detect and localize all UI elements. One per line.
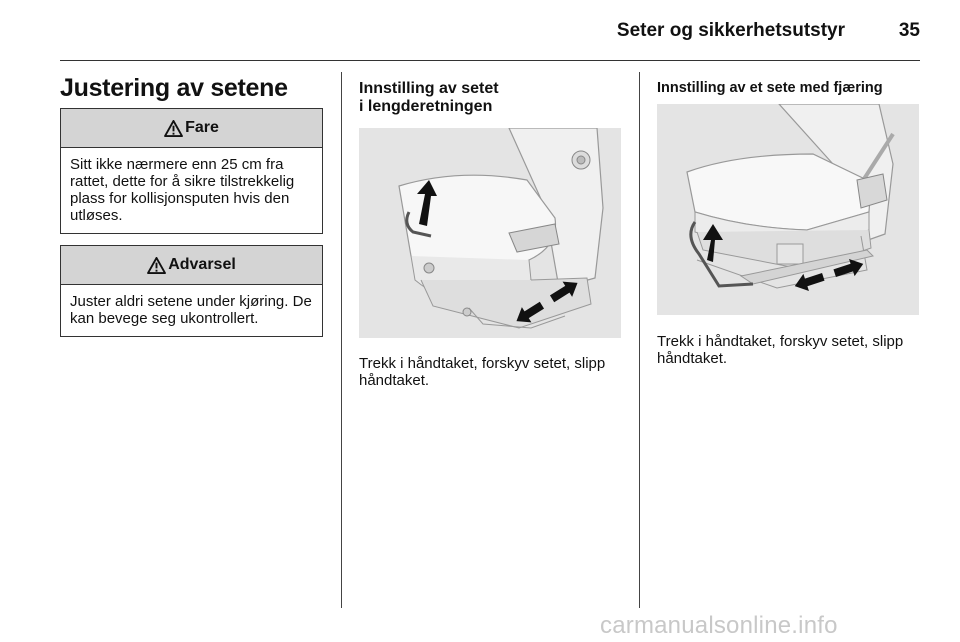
column3-caption: Trekk i håndtaket, forskyv setet, slipp håndtaket.: [657, 333, 904, 367]
watermark-text: carmanualsonline.info: [600, 612, 838, 639]
seat-longitudinal-drawing: [359, 128, 621, 338]
column-divider-2: [639, 72, 640, 608]
warning-triangle-icon: [164, 120, 183, 137]
column2-title: [359, 80, 499, 116]
column2-title-line2: i lengderetningen: [359, 98, 493, 115]
warning-triangle-icon: [147, 257, 166, 274]
warning-box: [60, 245, 323, 337]
suspension-seat-drawing: [657, 104, 919, 315]
danger-box: [60, 108, 323, 234]
column3-title: Innstilling av et sete med fjæring: [657, 80, 883, 96]
column2-caption: Trekk i håndtaket, forskyv setet, slipp håndtaket.: [359, 355, 606, 389]
column2-title-line1: Innstilling av setet: [359, 80, 499, 97]
page-number: 35: [898, 20, 920, 41]
suspension-seat-illustration: [657, 104, 919, 315]
danger-box-text: Sitt ikke nærmere enn 25 cm fra rattet, dette for å sikre tilstrekkelig plass for kollisjonsputen hvis den utløses.: [70, 156, 295, 224]
seat-longitudinal-illustration: [359, 128, 621, 338]
column-divider-1: [341, 72, 342, 608]
warning-box-heading-text: Advarsel: [168, 256, 236, 273]
warning-box-text: Juster aldri setene under kjøring. De kan bevege seg ukontrollert.: [70, 293, 312, 327]
running-header-title: Seter og sikkerhetsutstyr: [616, 20, 845, 41]
header-rule: [60, 60, 920, 61]
section-title: Justering av setene: [60, 74, 288, 102]
danger-box-heading-text: Fare: [185, 119, 219, 136]
warning-box-heading: [61, 246, 322, 285]
danger-box-heading: [61, 109, 322, 148]
